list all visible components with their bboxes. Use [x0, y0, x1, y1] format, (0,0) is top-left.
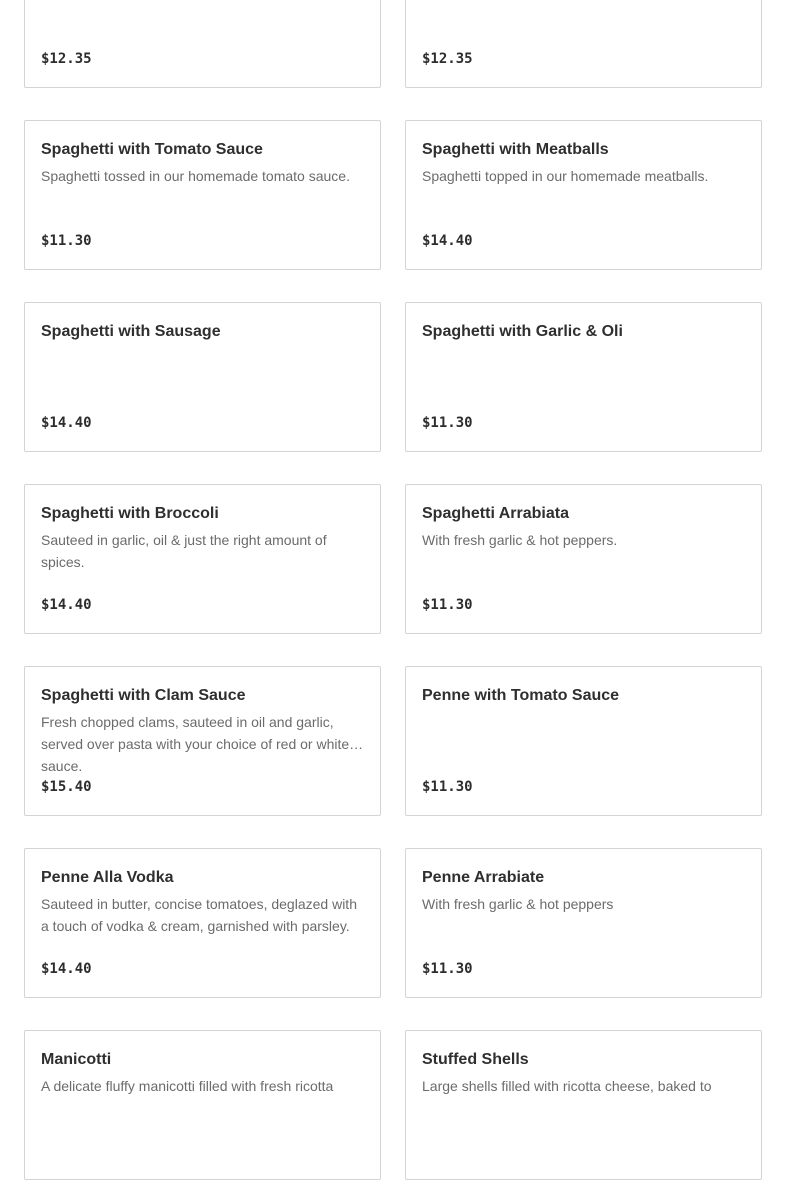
menu-item-name: Penne Arrabiate [422, 869, 545, 886]
menu-item-price: $12.35 [422, 51, 473, 67]
menu-item-card[interactable] [24, 120, 381, 270]
menu-item-name: Spaghetti with Meatballs [422, 141, 609, 158]
menu-item-price: $11.30 [422, 415, 473, 431]
menu-item-price: $15.40 [41, 779, 92, 795]
menu-item-name: Spaghetti with Sausage [41, 323, 221, 340]
menu-item-price: $11.30 [41, 233, 92, 249]
menu-item-price: $14.40 [41, 415, 92, 431]
menu-item-card[interactable] [24, 302, 381, 452]
menu-item-price: $11.30 [422, 779, 473, 795]
menu-item-name: Penne with Tomato Sauce [422, 687, 620, 704]
menu-item-card[interactable] [405, 120, 762, 270]
menu-item-name: Penne Alla Vodka [41, 869, 174, 886]
menu-item-name: Spaghetti with Garlic & Oli [422, 323, 623, 340]
menu-item-card[interactable] [405, 1030, 762, 1180]
menu-item-card[interactable] [405, 302, 762, 452]
menu-item-price: $11.30 [422, 961, 473, 977]
menu-item-description: Spaghetti topped in our homemade meatballs. [422, 168, 709, 184]
menu-item-card[interactable] [24, 0, 381, 88]
menu-item-description: With fresh garlic & hot peppers [422, 896, 614, 912]
menu-item-name: Spaghetti with Clam Sauce [41, 687, 246, 704]
menu-item-description: With fresh garlic & hot peppers. [422, 532, 618, 548]
menu-item-card[interactable] [405, 848, 762, 998]
menu-item-card[interactable] [24, 666, 381, 816]
menu-item-price: $14.40 [422, 233, 473, 249]
menu-item-description: Spaghetti tossed in our homemade tomato sauce. [41, 168, 350, 184]
menu-item-description: A delicate fluffy manicotti filled with fresh ricotta [41, 1078, 334, 1094]
menu-item-card[interactable] [24, 848, 381, 998]
menu-item-name: Spaghetti Arrabiata [422, 505, 569, 522]
menu-item-name: Manicotti [41, 1051, 112, 1068]
menu-item-price: $11.30 [422, 597, 473, 613]
menu-item-name: Spaghetti with Broccoli [41, 505, 219, 522]
menu-item-name: Stuffed Shells [422, 1051, 529, 1068]
menu-item-description: Sauteed in garlic, oil & just the right amount of spices. [41, 532, 327, 570]
menu-item-card[interactable] [405, 484, 762, 634]
menu-item-card[interactable] [405, 0, 762, 88]
menu-item-card[interactable] [405, 666, 762, 816]
menu-item-description: Fresh chopped clams, sauteed in oil and garlic, served over pasta with your choice of red or white sauce. [41, 714, 350, 774]
menu-item-name: Spaghetti with Tomato Sauce [41, 141, 263, 158]
menu-item-description: Sauteed in butter, concise tomatoes, deglazed with a touch of vodka & cream, garnished with parsley. [41, 896, 357, 934]
menu-item-price: $12.35 [41, 51, 92, 67]
menu-item-card[interactable] [24, 1030, 381, 1180]
menu-item-price: $14.40 [41, 961, 92, 977]
menu-item-description: Large shells filled with ricotta cheese, baked to [422, 1078, 712, 1094]
menu-item-card[interactable] [24, 484, 381, 634]
menu-item-price: $14.40 [41, 597, 92, 613]
